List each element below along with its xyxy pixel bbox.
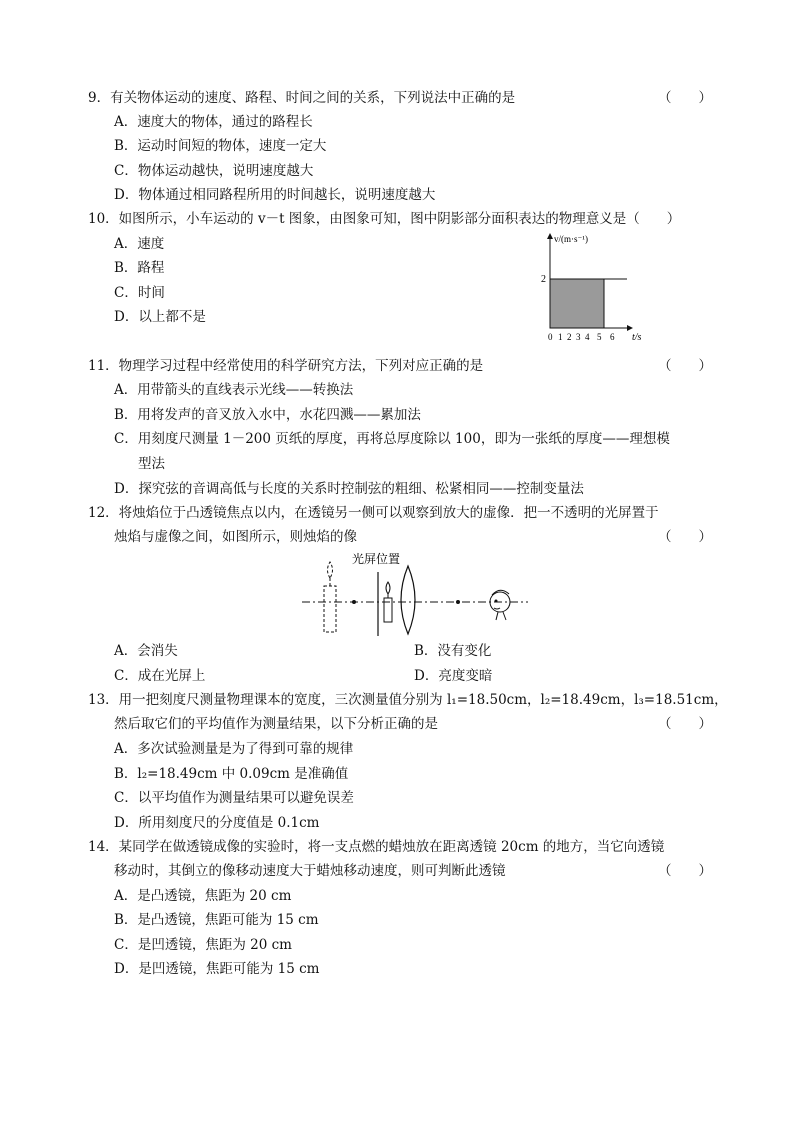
- focal-point-right: [456, 600, 460, 604]
- x-tick-6: 6: [610, 332, 615, 342]
- q9-option-d: D．物体通过相同路程所用的时间越长，说明速度越大: [114, 187, 436, 203]
- q13-stem-line2: 然后取它们的平均值作为测量结果，以下分析正确的是: [114, 716, 438, 732]
- q12-option-a: A．会消失: [114, 643, 178, 659]
- q12-option-c: C．成在光屏上: [114, 668, 206, 684]
- q13-option-b: B．l₂=18.49cm 中 0.09cm 是准确值: [114, 766, 349, 782]
- q13-stem-line1: 13．用一把刻度尺测量物理课本的宽度，三次测量值分别为 l₁=18.50cm，l₂=18.49cm，l₃=18.51cm，: [88, 692, 728, 708]
- q11-stem: 11．物理学习过程中经常使用的科学研究方法，下列对应正确的是: [88, 358, 484, 374]
- q14-option-d: D．是凹透镜，焦距可能为 15 cm: [114, 961, 320, 977]
- x-tick-4: 4: [585, 332, 590, 342]
- focal-point-left: [352, 600, 356, 604]
- vt-graph: [532, 230, 652, 345]
- q11-answer-bracket: （ ）: [658, 358, 712, 374]
- q13-option-d: D．所用刻度尺的分度值是 0.1cm: [114, 815, 320, 831]
- x-tick-0: 0: [548, 332, 553, 342]
- shaded-area: [550, 279, 604, 328]
- q12-option-b: B．没有变化: [414, 643, 492, 659]
- q10-option-b: B．路程: [114, 260, 165, 276]
- convex-lens: [401, 566, 415, 634]
- q14-answer-bracket: （ ）: [658, 863, 712, 879]
- q14-stem-line2: 移动时，其倒立的像移动速度大于蜡烛移动速度，则可判断此透镜: [114, 863, 506, 879]
- lens-setup-figure: [296, 550, 536, 640]
- q13-option-a: A．多次试验测量是为了得到可靠的规律: [114, 741, 354, 757]
- q10-option-a: A．速度: [114, 236, 165, 252]
- q13-answer-bracket: （ ）: [658, 716, 712, 732]
- y-axis-label: v/(m·s⁻¹): [554, 234, 588, 244]
- q10-option-c: C．时间: [114, 285, 165, 301]
- q9-option-c: C．物体运动越快，说明速度越大: [114, 163, 314, 179]
- q12-stem-line2: 烛焰与虚像之间，如图所示，则烛焰的像: [114, 529, 357, 545]
- q11-option-a: A．用带箭头的直线表示光线——转换法: [114, 382, 354, 398]
- q9-stem: 9．有关物体运动的速度、路程、时间之间的关系，下列说法中正确的是: [88, 90, 516, 106]
- q11-option-d: D．探究弦的音调高低与长度的关系时控制弦的粗细、松紧相同——控制变量法: [114, 481, 584, 497]
- q9-answer-bracket: （ ）: [658, 90, 712, 106]
- screen-position-label: 光屏位置: [352, 552, 401, 566]
- y-tick-label: 2: [541, 274, 546, 285]
- q10-stem: 10．如图所示，小车运动的 v－t 图象，由图象可知，图中阴影部分面积表达的物理意义是（ ）: [88, 211, 681, 227]
- q9-option-a: A．速度大的物体，通过的路程长: [114, 114, 313, 130]
- q11-option-c: C．用刻度尺测量 1－200 页纸的厚度，再将总厚度除以 100，即为一张纸的厚度——理想模: [114, 431, 670, 447]
- q14-option-b: B．是凸透镜，焦距可能为 15 cm: [114, 912, 319, 928]
- x-tick-2: 2: [567, 332, 572, 342]
- q14-option-a: A．是凸透镜，焦距为 20 cm: [114, 888, 292, 904]
- q10-option-d: D．以上都不是: [114, 309, 206, 325]
- virtual-image-candle: [324, 562, 336, 632]
- q12-stem-line1: 12．将烛焰位于凸透镜焦点以内，在透镜另一侧可以观察到放大的虚像．把一不透明的光屏置于: [88, 505, 659, 521]
- q12-option-d: D．亮度变暗: [414, 668, 493, 684]
- q13-option-c: C．以平均值作为测量结果可以避免误差: [114, 790, 354, 806]
- observer-head: [490, 590, 510, 620]
- q14-option-c: C．是凹透镜，焦距为 20 cm: [114, 937, 292, 953]
- q9-option-b: B．运动时间短的物体，速度一定大: [114, 138, 327, 154]
- q11-option-c-continued: 型法: [138, 456, 165, 472]
- q12-answer-bracket: （ ）: [658, 529, 712, 545]
- x-tick-5: 5: [597, 332, 602, 342]
- x-tick-3: 3: [576, 332, 581, 342]
- q14-stem-line1: 14．某同学在做透镜成像的实验时，将一支点燃的蜡烛放在距离透镜 20cm 的地方，当它向透镜: [88, 839, 665, 855]
- x-axis-label: t/s: [632, 332, 642, 343]
- q11-option-b: B．用将发声的音叉放入水中，水花四溅——累加法: [114, 407, 421, 423]
- x-tick-1: 1: [558, 332, 563, 342]
